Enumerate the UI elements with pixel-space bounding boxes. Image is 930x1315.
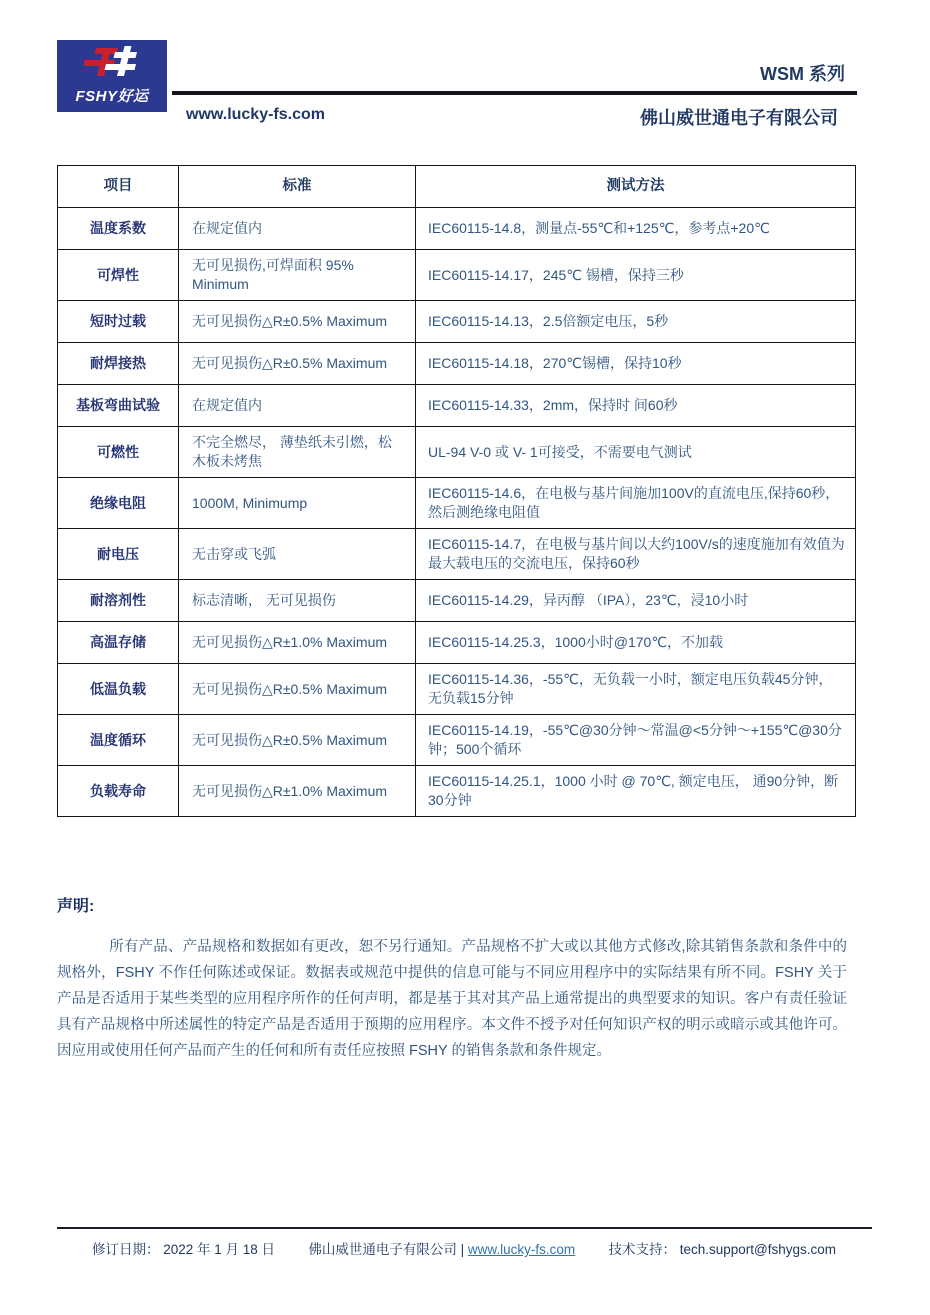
column-header-standard: 标准 <box>179 166 416 208</box>
table-row <box>58 427 856 478</box>
cell-standard: 无可见损伤△R±0.5% Maximum <box>179 301 416 343</box>
cell-item: 耐溶剂性 <box>58 580 179 622</box>
footer-revision-date: 修订日期： 2022 年 1 月 18 日 <box>92 1242 276 1257</box>
cell-standard: 无可见损伤△R±0.5% Maximum <box>179 343 416 385</box>
column-header-method: 测试方法 <box>416 166 856 208</box>
cell-method: IEC60115-14.25.1，1000 小时 @ 70℃, 额定电压， 通90分钟，断30分钟 <box>416 766 856 817</box>
cell-method: IEC60115-14.13，2.5倍额定电压，5秒 <box>416 301 856 343</box>
cell-method: IEC60115-14.7，在电极与基片间以大约100V/s的速度施加有效值为最大载电压的交流电压，保持60秒 <box>416 529 856 580</box>
cell-item: 耐电压 <box>58 529 179 580</box>
disclaimer-title: 声明: <box>57 898 95 915</box>
cell-method: IEC60115-14.19，-55℃@30分钟～常温@<5分钟～+155℃@30分钟；500个循环 <box>416 715 856 766</box>
test-spec-table <box>57 165 856 817</box>
table-header-row <box>58 166 856 208</box>
table-row <box>58 343 856 385</box>
table-row <box>58 385 856 427</box>
cell-item: 可焊性 <box>58 250 179 301</box>
table-row <box>58 766 856 817</box>
cell-standard: 不完全燃尽， 薄垫纸未引燃，松木板未烤焦 <box>179 427 416 478</box>
footer-website-link[interactable]: www.lucky-fs.com <box>467 1242 576 1257</box>
cell-item: 负载寿命 <box>58 766 179 817</box>
cell-standard: 标志清晰， 无可见损伤 <box>179 580 416 622</box>
cell-standard: 在规定值内 <box>179 385 416 427</box>
cell-item: 高温存储 <box>58 622 179 664</box>
column-header-item: 项目 <box>58 166 179 208</box>
cell-method: IEC60115-14.17，245℃ 锡槽，保持三秒 <box>416 250 856 301</box>
table-row <box>58 529 856 580</box>
cell-item: 耐焊接热 <box>58 343 179 385</box>
cell-method: IEC60115-14.36，-55℃，无负载一小时，额定电压负载45分钟，无负载15分钟 <box>416 664 856 715</box>
cell-standard: 无可见损伤△R±0.5% Maximum <box>179 664 416 715</box>
fshy-logo-icon <box>71 44 153 90</box>
cell-standard: 无可见损伤,可焊面积 95% Minimum <box>179 250 416 301</box>
cell-item: 短时过载 <box>58 301 179 343</box>
series-title: WSM 系列 <box>760 64 845 84</box>
cell-method: IEC60115-14.8，测量点-55℃和+125℃，参考点+20℃ <box>416 208 856 250</box>
cell-item: 绝缘电阻 <box>58 478 179 529</box>
company-name: 佛山威世通电子有限公司 <box>640 108 838 128</box>
table-row <box>58 715 856 766</box>
logo-brand-text: FSHY好运 <box>75 88 149 105</box>
cell-method: IEC60115-14.6，在电极与基片间施加100V的直流电压,保持60秒，然后测绝缘电阻值 <box>416 478 856 529</box>
cell-standard: 在规定值内 <box>179 208 416 250</box>
table-row <box>58 478 856 529</box>
footer-tech-support: 技术支持： tech.support@fshygs.com <box>608 1242 836 1257</box>
cell-item: 温度循环 <box>58 715 179 766</box>
table-row <box>58 250 856 301</box>
table-row <box>58 664 856 715</box>
cell-method: IEC60115-14.29，异丙醇 （IPA），23℃，浸10小时 <box>416 580 856 622</box>
test-table-body <box>58 208 856 817</box>
footer-company <box>308 1238 575 1258</box>
cell-standard: 无可见损伤△R±1.0% Maximum <box>179 622 416 664</box>
company-logo <box>57 40 167 112</box>
cell-standard: 1000M, Minimump <box>179 478 416 529</box>
table-row <box>58 622 856 664</box>
table-row <box>58 301 856 343</box>
footer-company-name: 佛山威世通电子有限公司 | <box>308 1242 465 1257</box>
disclaimer-body: 所有产品、产品规格和数据如有更改，恕不另行通知。产品规格不扩大或以其他方式修改,除其销售条款和条件中的规格外，FSHY 不作任何陈述或保证。数据表或规范中提供的信息可能与不同应用程序中的实际结果有所不同。FSHY 关于产品是否适用于某些类型的应用程序所作的任何声明，都是基于其对其产品上通常提出的典型要求的知识。客户有责任验证具有产品规格中所述属性的特定产品是否适用于预期的应用程序。本文件不授予对任何知识产权的明示或暗示或其他许可。因应用或使用任何产品而产生的任何和所有责任应按照 FSHY 的销售条款和条件规定。 <box>57 939 847 1059</box>
cell-standard: 无可见损伤△R±1.0% Maximum <box>179 766 416 817</box>
cell-item: 可燃性 <box>58 427 179 478</box>
cell-standard: 无击穿或飞弧 <box>179 529 416 580</box>
cell-method: IEC60115-14.25.3，1000小时@170℃，不加载 <box>416 622 856 664</box>
page-header <box>0 0 930 150</box>
disclaimer-section <box>57 893 847 1064</box>
cell-item: 温度系数 <box>58 208 179 250</box>
footer-divider-line <box>57 1227 872 1229</box>
cell-method: IEC60115-14.33，2mm，保持时 间60秒 <box>416 385 856 427</box>
cell-item: 低温负载 <box>58 664 179 715</box>
table-row <box>58 580 856 622</box>
logo-red-glyph <box>81 48 118 76</box>
cell-method: UL-94 V-0 或 V- 1可接受，不需要电气测试 <box>416 427 856 478</box>
page-footer <box>57 1238 872 1258</box>
header-website-text: www.lucky-fs.com <box>186 106 325 123</box>
cell-item: 基板弯曲试验 <box>58 385 179 427</box>
header-divider-line <box>172 91 857 95</box>
cell-method: IEC60115-14.18，270℃锡槽，保持10秒 <box>416 343 856 385</box>
table-row <box>58 208 856 250</box>
cell-standard: 无可见损伤△R±0.5% Maximum <box>179 715 416 766</box>
